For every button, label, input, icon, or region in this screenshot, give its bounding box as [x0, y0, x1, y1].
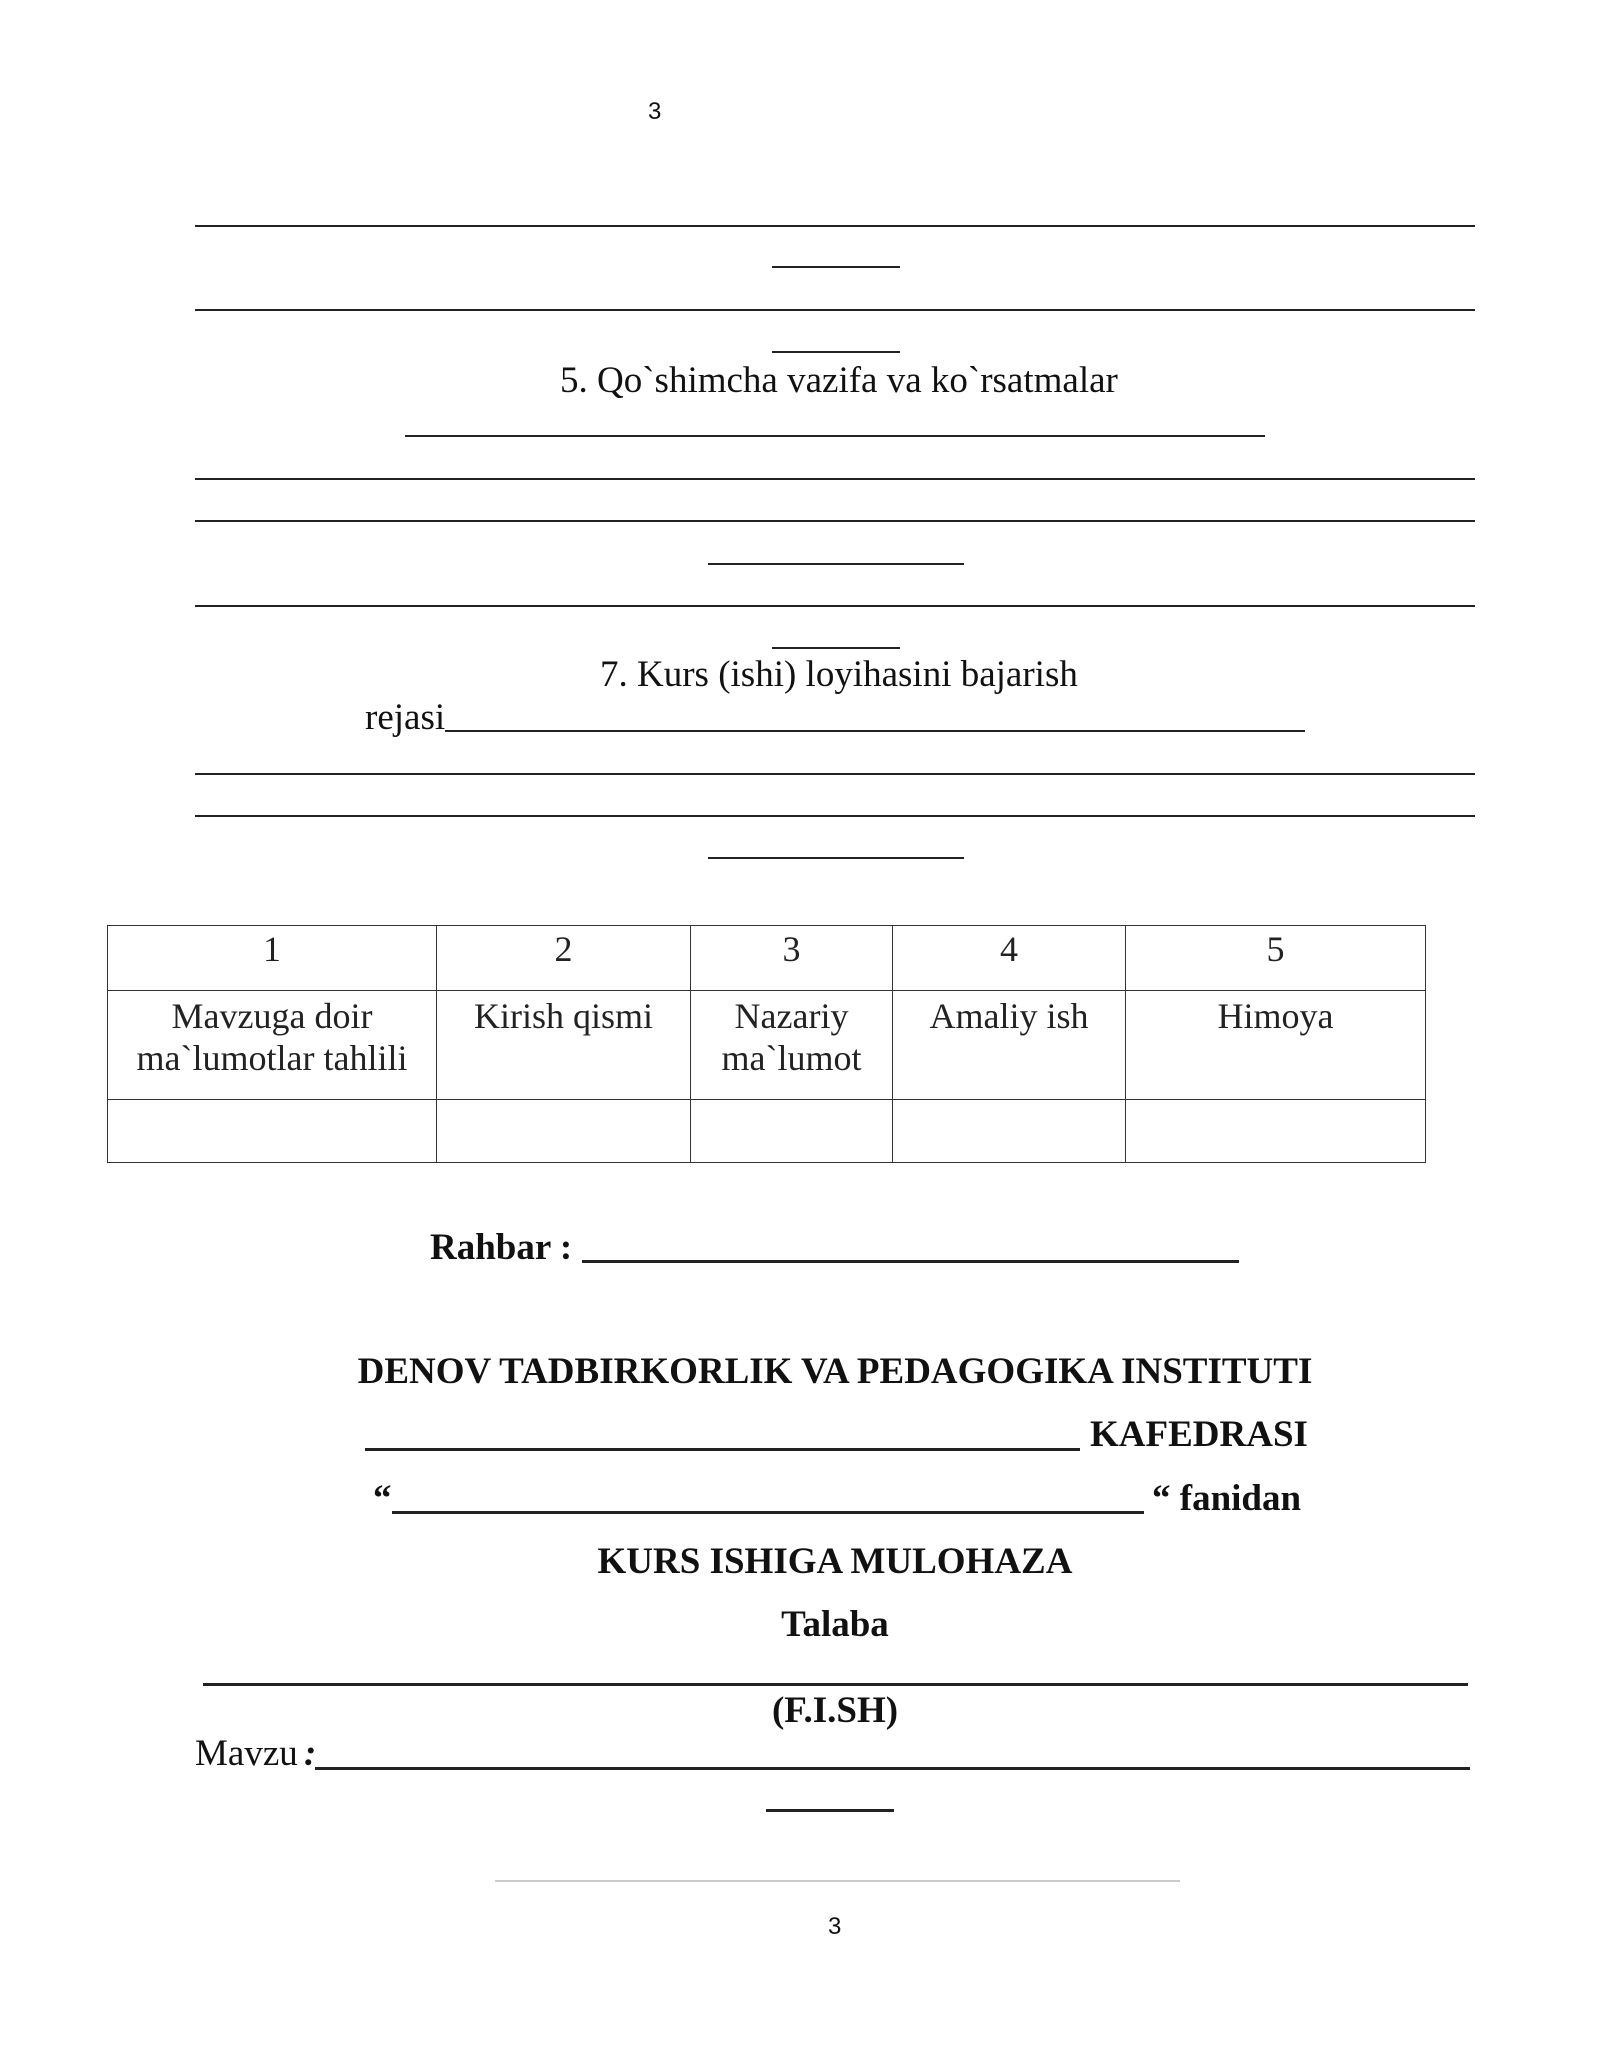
blank-line [195, 605, 1475, 607]
table-cell: 2 [437, 926, 691, 991]
blank-line [195, 309, 1475, 311]
footer-separator [495, 1880, 1180, 1882]
topic-colon: : [304, 1733, 317, 1774]
blank-line [772, 351, 900, 353]
subject-open-quote: “ [373, 1478, 392, 1519]
department-suffix: KAFEDRASI [1090, 1414, 1308, 1455]
table-cell: 3 [691, 926, 893, 991]
page-number-bottom: 3 [828, 1913, 842, 1940]
topic-blank-line[interactable] [315, 1767, 1470, 1770]
table-cell-empty[interactable] [108, 1100, 437, 1163]
subject-suffix: “ fanidan [1152, 1478, 1302, 1519]
section-7-heading: 7. Kurs (ishi) loyihasini bajarish [600, 654, 1078, 695]
table-cell [1126, 991, 1426, 1100]
table-cell [893, 991, 1126, 1100]
topic-label: Mavzu [195, 1733, 298, 1774]
table-row [108, 926, 1426, 991]
blank-line [195, 815, 1475, 817]
table-cell [437, 991, 691, 1100]
supervisor-signature-line[interactable] [582, 1260, 1239, 1263]
table-cell: 4 [893, 926, 1126, 991]
blank-line [405, 435, 1265, 437]
blank-line [445, 730, 1305, 732]
institute-name: DENOV TADBIRKORLIK VA PEDAGOGIKA INSTITUTI [357, 1351, 1313, 1392]
cell-line: ma`lumotlar tahlili [136, 1038, 408, 1078]
cell-line: ma`lumot [721, 1038, 862, 1078]
supervisor-label: Rahbar : [430, 1227, 573, 1268]
subject-blank-line[interactable] [392, 1511, 1144, 1514]
section-7-prefix: rejasi [365, 697, 446, 738]
table-cell [691, 991, 893, 1100]
department-blank-line[interactable] [365, 1448, 1080, 1451]
blank-line [195, 478, 1475, 480]
blank-line [708, 857, 964, 859]
cell-line: Kirish qismi [473, 996, 653, 1036]
table-row [108, 991, 1426, 1100]
student-label: Talaba [781, 1604, 889, 1645]
table-cell-empty[interactable] [1126, 1100, 1426, 1163]
review-title: KURS ISHIGA MULOHAZA [597, 1541, 1073, 1582]
blank-line [708, 563, 964, 565]
fish-label: (F.I.SH) [771, 1690, 899, 1731]
student-name-line[interactable] [203, 1683, 1468, 1686]
table-row [108, 1100, 1426, 1163]
blank-line [772, 266, 900, 268]
page-number-top: 3 [648, 98, 662, 125]
table-cell [108, 991, 437, 1100]
table-cell: 5 [1126, 926, 1426, 991]
plan-table [107, 925, 1426, 1163]
blank-line [766, 1809, 894, 1812]
cell-line: Amaliy ish [929, 996, 1089, 1036]
section-5-heading: 5. Qo`shimcha vazifa va ko`rsatmalar [560, 360, 1118, 401]
table-cell-empty[interactable] [437, 1100, 691, 1163]
blank-line [772, 647, 900, 649]
blank-line [195, 773, 1475, 775]
table-cell-empty[interactable] [691, 1100, 893, 1163]
blank-line [195, 225, 1475, 227]
table-cell: 1 [108, 926, 437, 991]
cell-line: Himoya [1217, 996, 1334, 1036]
cell-line: Nazariy [734, 996, 849, 1036]
table-cell-empty[interactable] [893, 1100, 1126, 1163]
cell-line: Mavzuga doir [171, 996, 373, 1036]
blank-line [195, 520, 1475, 522]
